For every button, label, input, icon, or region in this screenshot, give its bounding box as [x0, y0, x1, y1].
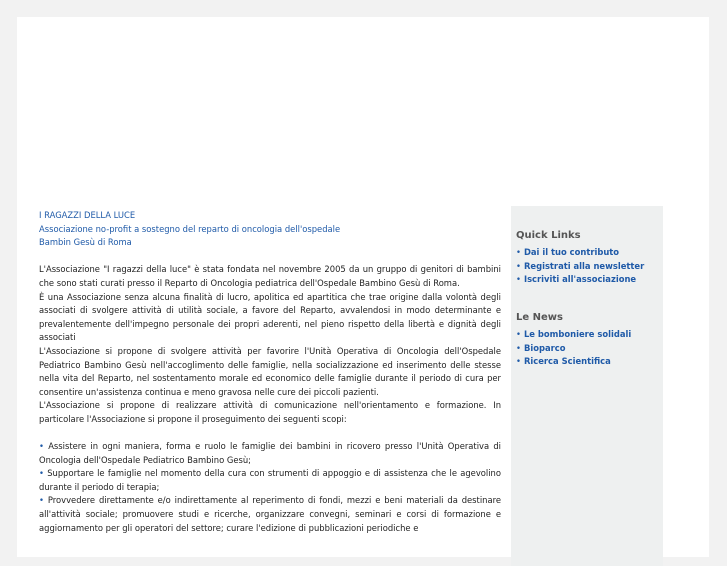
bullet-icon: • [39, 441, 44, 452]
news-list [511, 328, 631, 369]
news-title: Le News [516, 312, 563, 323]
news-link-bomboniere[interactable]: • Le bomboniere solidali [516, 329, 632, 339]
quick-link-join[interactable]: • Iscriviti all'associazione [516, 274, 637, 285]
page-container [17, 17, 709, 557]
header-banner-area [17, 17, 709, 207]
news-link-ricerca[interactable]: • Ricerca Scientifica [516, 356, 611, 367]
tagline-line-1: Associazione no-profit a sostegno del reparto di oncologia dell'ospedale [39, 223, 341, 234]
bullet-icon: • [516, 329, 521, 339]
intro-paragraph: L'Associazione "I ragazzi della luce" è stata fondata nel novembre 2005 da un gruppo di genitori di bambini che sono stati curati presso il Reparto di Oncologia pediatrica dell'Ospedale Bambino Gesù di Roma. [39, 264, 501, 288]
site-title: I RAGAZZI DELLA LUCE [39, 210, 136, 220]
goal-item: • Assistere in ogni maniera, forma e ruolo le famiglie dei bambini in ricovero presso l'Unità Operativa di Oncologia dell'Ospedale Pediatrico Bambino Gesù; [39, 441, 501, 465]
quick-links-list [511, 246, 644, 287]
bullet-icon: • [39, 495, 44, 506]
bullet-icon: • [516, 274, 521, 285]
purpose-paragraph: L'Associazione si propone di svolgere attività per favorire l'Unità Operativa di Oncologia dell'Ospedale Pediatrico Bambino Gesù nell'accoglimento delle famiglie, nella socializzazione ed inserimento delle stesse nella vita del Reparto, nel sostentamento morale ed economico delle famiglie durante il periodo di cura per consentire un'assistenza continua e meno gravosa nelle cure dei piccoli pazienti. [39, 345, 501, 397]
bullet-icon: • [516, 356, 521, 367]
quick-links-title: Quick Links [516, 230, 581, 241]
bullet-icon: • [516, 342, 521, 353]
quick-link-newsletter[interactable]: • Registrati alla newsletter [516, 260, 645, 271]
bullet-icon: • [39, 468, 44, 479]
bullet-icon: • [516, 247, 521, 257]
nonprofit-paragraph: È una Associazione senza alcuna finalità di lucro, apolitica ed apartitica che trae origine dalla volontà degli associati di svolgere attività di utilità sociale, a favore del Reparto, avvalendosi in modo determinante e prevalentemente dell'impegno personale dei propri aderenti, nel pieno rispetto della libertà e dignità degli associati [39, 291, 501, 343]
goal-item: • Provvedere direttamente e/o indirettamente al reperimento di fondi, mezzi e beni materiali da destinare all'attività sociale; promuovere studi e ricerche, organizzare convegni, seminari e corsi di formazione e aggiornamento per gli operatori del settore; curare l'edizione di pubblicazioni periodiche e [39, 495, 501, 533]
communication-paragraph: L'Associazione si propone di realizzare attività di comunicazione nell'orientamento e formazione. In particolare l'Associazione si propone il proseguimento dei seguenti scopi: [39, 400, 501, 424]
sidebar [511, 206, 663, 566]
main-content [39, 209, 501, 535]
goal-item: • Supportare le famiglie nel momento della cura con strumenti di appoggio e di assistenza che le agevolino durante il periodo di terapia; [39, 468, 501, 492]
quick-link-contribute[interactable]: • Dai il tuo contributo [516, 247, 620, 257]
bullet-icon: • [516, 260, 521, 271]
news-link-bioparco[interactable]: • Bioparco [516, 342, 566, 353]
tagline-line-2: Bambin Gesù di Roma [39, 237, 132, 248]
